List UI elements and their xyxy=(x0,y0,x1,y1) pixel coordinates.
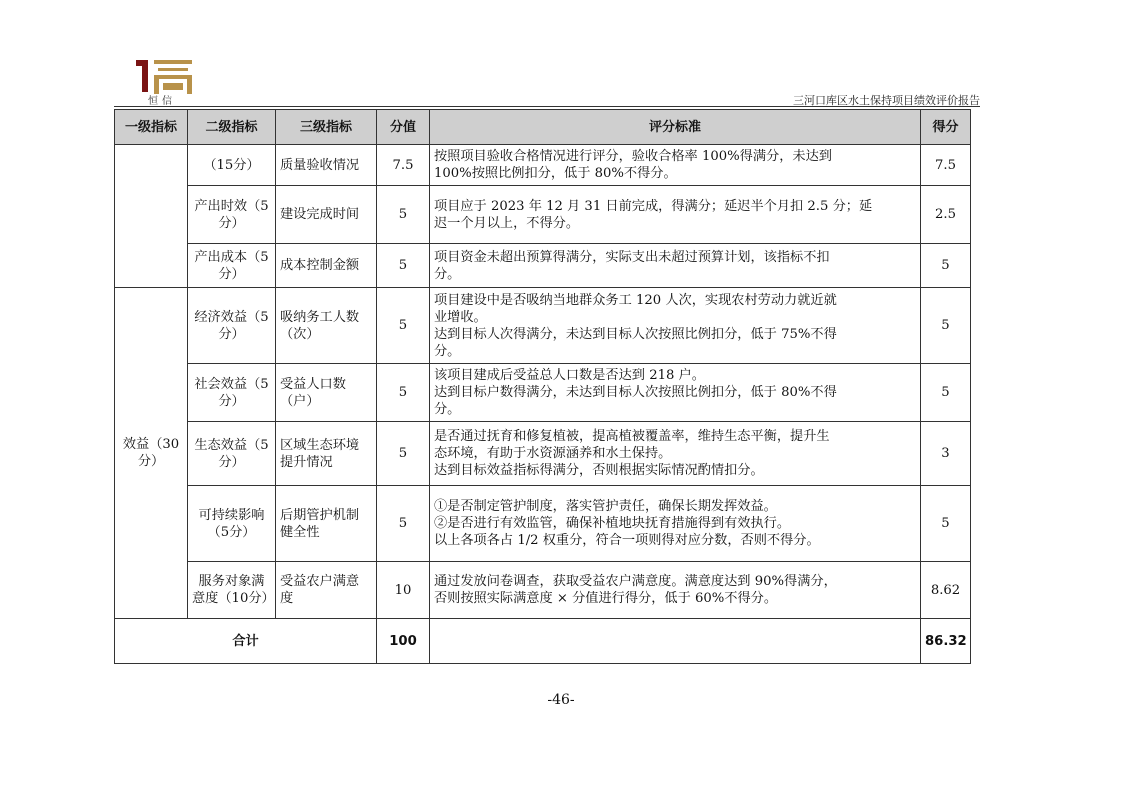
total-score: 100 xyxy=(377,619,430,664)
criteria-line: 迟一个月以上，不得分。 xyxy=(434,215,580,231)
score-cell: 5 xyxy=(377,288,430,364)
criteria-line: 通过发放问卷调查，获取受益农户满意度。满意度达到 90%得满分， xyxy=(434,574,837,589)
l2-cell: 生态效益（5分） xyxy=(188,422,276,486)
criteria-line: 达到目标效益指标得满分，否则根据实际情况酌情扣分。 xyxy=(434,463,764,478)
l2-cell: 服务对象满意度（10分） xyxy=(188,562,276,619)
criteria-line: 项目应于 2023 年 12 月 31 日前完成，得满分；延迟半个月扣 2.5 分；延 xyxy=(434,198,873,214)
got-cell: 3 xyxy=(921,422,971,486)
l2-cell: 经济效益（5分） xyxy=(188,288,276,364)
col-header-l1: 一级指标 xyxy=(115,110,188,145)
criteria-line: 以上各项各占 1/2 权重分，符合一项则得对应分数，否则不得分。 xyxy=(434,533,820,548)
criteria-line: 项目建设中是否吸纳当地群众务工 120 人次，实现农村劳动力就近就 xyxy=(434,292,837,308)
criteria-cell xyxy=(430,145,921,186)
criteria-cell xyxy=(430,186,921,244)
l2-cell: 产出时效（5分） xyxy=(188,186,276,244)
logo-text: 恒信 xyxy=(148,96,176,107)
table-row xyxy=(115,244,971,288)
got-cell: 7.5 xyxy=(921,145,971,186)
total-row xyxy=(115,619,971,664)
criteria-cell xyxy=(430,364,921,422)
col-header-l2: 二级指标 xyxy=(188,110,276,145)
l3-cell: 成本控制金额 xyxy=(276,244,377,288)
l2-cell: 社会效益（5分） xyxy=(188,364,276,422)
table-row xyxy=(115,364,971,422)
report-title: 三河口库区水土保持项目绩效评价报告 xyxy=(793,94,980,107)
col-header-criteria: 评分标准 xyxy=(430,110,921,145)
l3-cell: 受益农户满意度 xyxy=(276,562,377,619)
got-cell: 5 xyxy=(921,486,971,562)
score-cell: 10 xyxy=(377,562,430,619)
criteria-line: 分。 xyxy=(434,343,461,359)
criteria-line: ②是否进行有效监管，确保补植地块抚育措施得到有效执行。 xyxy=(434,516,791,531)
l1-benefit-cell: 效益（30分） xyxy=(115,288,188,619)
l3-cell: 区域生态环境提升情况 xyxy=(276,422,377,486)
got-cell: 2.5 xyxy=(921,186,971,244)
score-cell: 5 xyxy=(377,422,430,486)
l2-cell: （15分） xyxy=(188,145,276,186)
col-header-score: 分值 xyxy=(377,110,430,145)
criteria-line: 是否通过抚育和修复植被，提高植被覆盖率，维持生态平衡，提升生 xyxy=(434,429,830,444)
page-number: -46- xyxy=(547,692,575,708)
criteria-line: 100%按照比例扣分，低于 80%不得分。 xyxy=(434,166,677,181)
score-cell: 5 xyxy=(377,186,430,244)
col-header-got: 得分 xyxy=(921,110,971,145)
table-row xyxy=(115,422,971,486)
table-row xyxy=(115,186,971,244)
criteria-line: 态环境，有助于水资源涵养和水土保持。 xyxy=(434,446,672,461)
evaluation-table xyxy=(114,109,971,664)
criteria-line: 达到目标人次得满分，未达到目标人次按照比例扣分，低于 75%不得 xyxy=(434,326,837,342)
col-header-l3: 三级指标 xyxy=(276,110,377,145)
score-cell: 5 xyxy=(377,486,430,562)
l3-cell: 后期管护机制健全性 xyxy=(276,486,377,562)
header-rule xyxy=(114,106,980,107)
got-cell: 5 xyxy=(921,364,971,422)
score-cell: 5 xyxy=(377,244,430,288)
criteria-cell xyxy=(430,288,921,364)
criteria-cell xyxy=(430,422,921,486)
criteria-line: ①是否制定管护制度，落实管护责任，确保长期发挥效益。 xyxy=(434,499,777,514)
criteria-line: 达到目标户数得满分，未达到目标人次按照比例扣分，低于 80%不得 xyxy=(434,385,837,400)
criteria-line: 该项目建成后受益总人口数是否达到 218 户。 xyxy=(434,368,705,383)
criteria-line: 业增收。 xyxy=(434,309,487,325)
criteria-line: 否则按照实际满意度 × 分值进行得分，低于 60%不得分。 xyxy=(434,591,778,606)
got-cell: 5 xyxy=(921,288,971,364)
l1-output-cell xyxy=(115,145,188,288)
total-got: 86.32 xyxy=(921,619,971,664)
table-header-row xyxy=(115,110,971,145)
score-cell: 7.5 xyxy=(377,145,430,186)
l3-cell: 建设完成时间 xyxy=(276,186,377,244)
criteria-cell xyxy=(430,244,921,288)
got-cell: 5 xyxy=(921,244,971,288)
score-cell: 5 xyxy=(377,364,430,422)
l2-cell: 可持续影响（5分） xyxy=(188,486,276,562)
criteria-line: 按照项目验收合格情况进行评分，验收合格率 100%得满分，未达到 xyxy=(434,149,832,164)
table-row xyxy=(115,288,971,364)
got-cell: 8.62 xyxy=(921,562,971,619)
table-row xyxy=(115,145,971,186)
table-row xyxy=(115,486,971,562)
l3-cell: 质量验收情况 xyxy=(276,145,377,186)
total-label: 合计 xyxy=(115,619,377,664)
l2-cell: 产出成本（5分） xyxy=(188,244,276,288)
total-criteria-empty xyxy=(430,619,921,664)
l3-cell: 受益人口数（户） xyxy=(276,364,377,422)
criteria-cell xyxy=(430,562,921,619)
criteria-line: 分。 xyxy=(434,266,461,282)
criteria-line: 分。 xyxy=(434,402,461,417)
criteria-line: 项目资金未超出预算得满分，实际支出未超过预算计划，该指标不扣 xyxy=(434,249,830,265)
l3-cell: 吸纳务工人数（次） xyxy=(276,288,377,364)
table-row xyxy=(115,562,971,619)
criteria-cell xyxy=(430,486,921,562)
